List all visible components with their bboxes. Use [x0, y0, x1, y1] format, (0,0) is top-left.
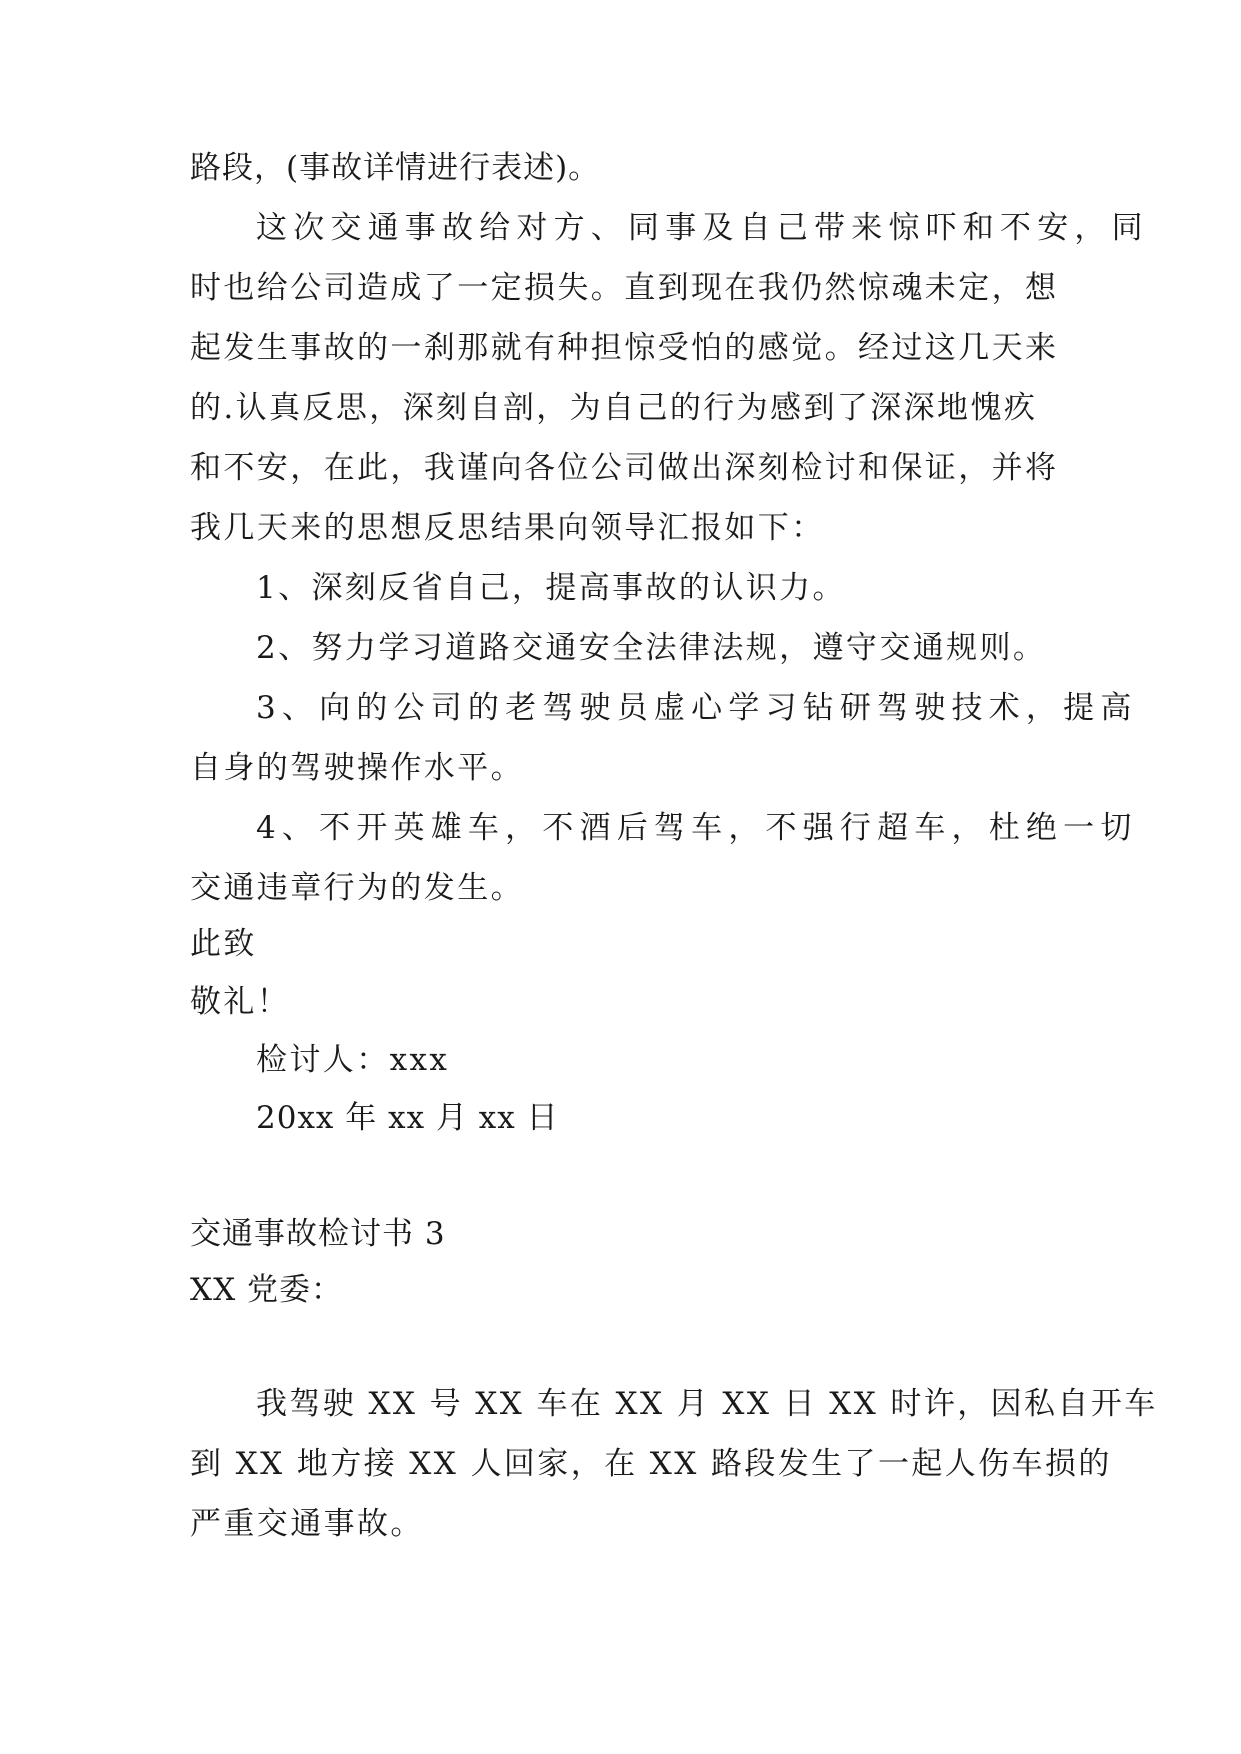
- text-line: 自身的驾驶操作水平。: [190, 750, 524, 786]
- text-line: 起发生事故的一刹那就有种担惊受怕的感觉。经过这几天来: [190, 330, 1059, 366]
- section-title: 交通事故检讨书 3: [190, 1216, 446, 1252]
- list-item: 4、不开英雄车，不酒后驾车，不强行超车，杜绝一切: [256, 810, 1138, 846]
- text-line: 路段，(事故详情进行表述)。: [190, 150, 601, 186]
- list-item: 2、努力学习道路交通安全法律法规，遵守交通规则。: [256, 630, 1047, 666]
- text-line: 和不安，在此，我谨向各位公司做出深刻检讨和保证，并将: [190, 450, 1059, 486]
- text-line: 交通违章行为的发生。: [190, 870, 524, 906]
- text-line: 我几天来的思想反思结果向领导汇报如下：: [190, 510, 825, 546]
- text-line: 的.认真反思，深刻自剖，为自己的行为感到了深深地愧疚: [190, 390, 1038, 426]
- addressee: XX 党委：: [190, 1272, 343, 1308]
- closing-salutation: 此致: [190, 926, 257, 962]
- text-line: 到 XX 地方接 XX 人回家，在 XX 路段发生了一起人伤车损的: [190, 1446, 1112, 1482]
- closing-regards: 敬礼！: [190, 984, 291, 1020]
- text-line: 我驾驶 XX 号 XX 车在 XX 月 XX 日 XX 时许，因私自开车: [256, 1386, 1158, 1422]
- signature-date: 20xx 年 xx 月 xx 日: [256, 1100, 559, 1136]
- list-item: 3、向的公司的老驾驶员虚心学习钻研驾驶技术，提高: [256, 690, 1138, 726]
- text-line: 时也给公司造成了一定损失。直到现在我仍然惊魂未定，想: [190, 270, 1059, 306]
- text-line: 严重交通事故。: [190, 1506, 424, 1542]
- text-line: 这次交通事故给对方、同事及自己带来惊吓和不安，同: [256, 210, 1149, 246]
- signature-name: 检讨人：xxx: [256, 1042, 450, 1078]
- list-item: 1、深刻反省自己，提高事故的认识力。: [256, 570, 846, 606]
